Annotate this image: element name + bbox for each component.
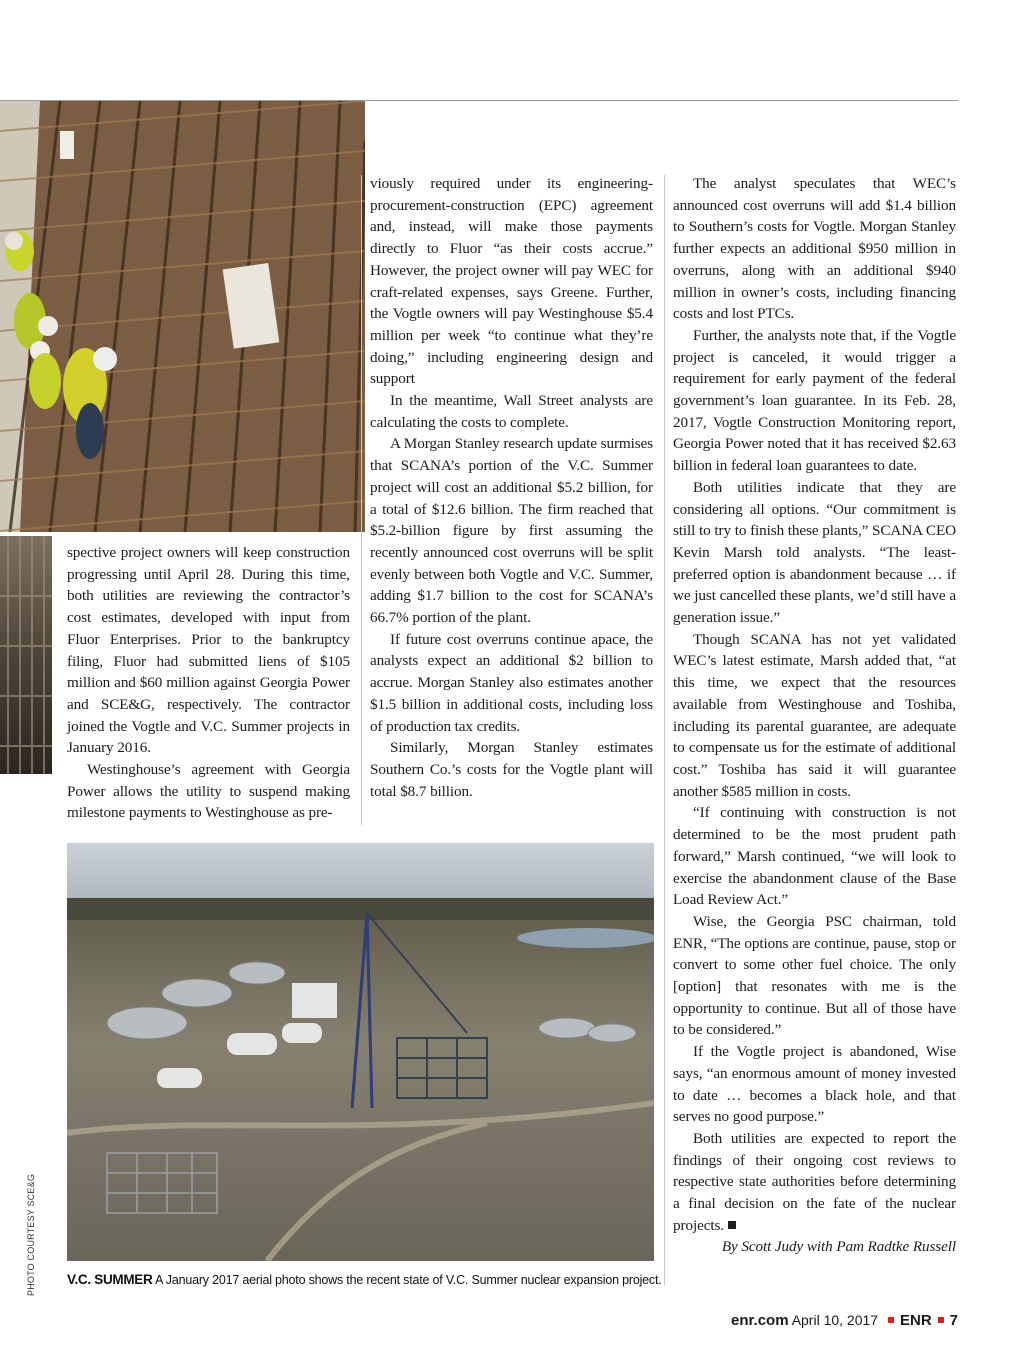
- paragraph: A Morgan Stanley research update surmises that SCANA’s portion of the V.C. Summer project will cost an additional $5.2 billion, for a total of $12.6 billion. The firm reached that $5.2-billion figure by first assuming the recently announced cost overruns will be split evenly between both Vogtle and V.C. Summer, adding $1.7 billion to the cost for SCANA’s 66.7% portion of the plant.: [370, 435, 653, 627]
- article-column-1: [67, 542, 350, 824]
- paragraph: Further, the analysts note that, if the Vogtle project is canceled, it would trigger a requirement for early payment of the federal government’s loan guarantee. In its Feb. 28, 2017, Vogtle Construction Monitoring report, Georgia Power noted that it has received $2.63 billion in federal loan guarantees to date.: [673, 326, 956, 475]
- paragraph-final: [673, 1128, 956, 1237]
- photo-caption: [67, 1272, 667, 1287]
- caption-text: A January 2017 aerial photo shows the recent state of V.C. Summer nuclear expansion project.: [155, 1273, 662, 1287]
- footer-brand: ENR: [899, 1312, 932, 1329]
- paragraph: “If continuing with construction is not determined to be the most prudent path forward,” Marsh continued, “we will look to exercise the abandonment clause of the Base Load Review Act.”: [673, 804, 956, 909]
- byline: By Scott Judy with Pam Radtke Russell: [721, 1238, 956, 1256]
- footer-separator: [938, 1317, 944, 1323]
- paragraph: Wise, the Georgia PSC chairman, told ENR, “The options are continue, pause, stop or convert to some other fuel choice. The only [option] that resonates with me is the opportunity to continue. But all of those have to be considered.”: [673, 912, 956, 1039]
- footer-separator: [888, 1317, 894, 1323]
- photo-credit: PHOTO COURTESY SCE&G: [26, 1173, 36, 1296]
- paragraph: If the Vogtle project is abandoned, Wise says, “an enormous amount of money invested to date … becomes a black hole, and that serves no good purpose.”: [673, 1043, 956, 1126]
- paragraph: If future cost overruns continue apace, the analysts expect an additional $2 billion to accrue. Morgan Stanley also estimates another $1.5 billion in additional costs, including loss of production tax credits.: [370, 630, 653, 735]
- article-column-3: [673, 173, 956, 1258]
- paragraph: Though SCANA has not yet validated WEC’s latest estimate, Marsh added that, “at this time, we expect that the resources available from Westinghouse and Toshiba, including its parental guarantee, are adequate to compensate us for the estimate of additional cost.” Toshiba has said it will guarantee another $585 million in costs.: [673, 630, 956, 800]
- paragraph: spective project owners will keep construction progressing until April 28. During this time, both utilities are reviewing the contractor’s cost estimates, developed with input from Fluor Enterprises. Prior to the bankruptcy filing, Fluor had submitted liens of $105 million and $60 million against Georgia Power and SCE&G, respectively. The contractor joined the Vogtle and V.C. Summer projects in January 2016.: [67, 544, 350, 757]
- column-divider: [361, 175, 362, 825]
- paragraph: In the meantime, Wall Street analysts are calculating the costs to complete.: [370, 392, 653, 431]
- aerial-photo: [67, 843, 654, 1261]
- page-footer: [731, 1312, 958, 1329]
- paragraph: Both utilities indicate that they are considering all options. “Our commitment is still to try to finish these plants,” SCANA CEO Kevin Marsh told analysts. “The least-preferred option is abandonment because … if we just cancelled these plants, we’d still have a generation issue.”: [673, 478, 956, 627]
- column-divider: [664, 175, 665, 1285]
- caption-title: V.C. SUMMER: [67, 1272, 153, 1287]
- paragraph: The analyst speculates that WEC’s announced cost overruns will add $1.4 billion to Southern’s costs for Vogtle. Morgan Stanley further expects an additional $950 million in overruns, along with an additional $940 million in owner’s costs, including financing costs and lost PTCs.: [673, 175, 956, 323]
- footer-site: enr.com: [731, 1312, 789, 1329]
- page-number: 7: [949, 1312, 958, 1329]
- footer-date: April 10, 2017: [791, 1312, 879, 1328]
- article-column-2: [370, 173, 653, 802]
- paragraph-text: Both utilities are expected to report the findings of their ongoing cost reviews to respective state authorities before determining a final decision on the fate of the nuclear projects.: [673, 1129, 956, 1234]
- paragraph: viously required under its engineering-procurement-construction (EPC) agreement and, instead, will make those payments directly to Fluor “as their costs accrue.” However, the project owner will pay WEC for craft-related expenses, says Greene. Further, the Vogtle owners will pay Westinghouse $5.4 million per week “to continue what they’re doing,” including engineering design and support: [370, 175, 653, 388]
- rebar-strip-photo: [0, 536, 52, 774]
- paragraph: Similarly, Morgan Stanley estimates Southern Co.’s costs for the Vogtle plant will total $8.7 billion.: [370, 739, 653, 800]
- paragraph: Westinghouse’s agreement with Georgia Power allows the utility to suspend making milestone payments to Westinghouse as pre-: [67, 761, 350, 822]
- workers-photo: [0, 101, 365, 532]
- end-of-story-mark: [728, 1221, 736, 1229]
